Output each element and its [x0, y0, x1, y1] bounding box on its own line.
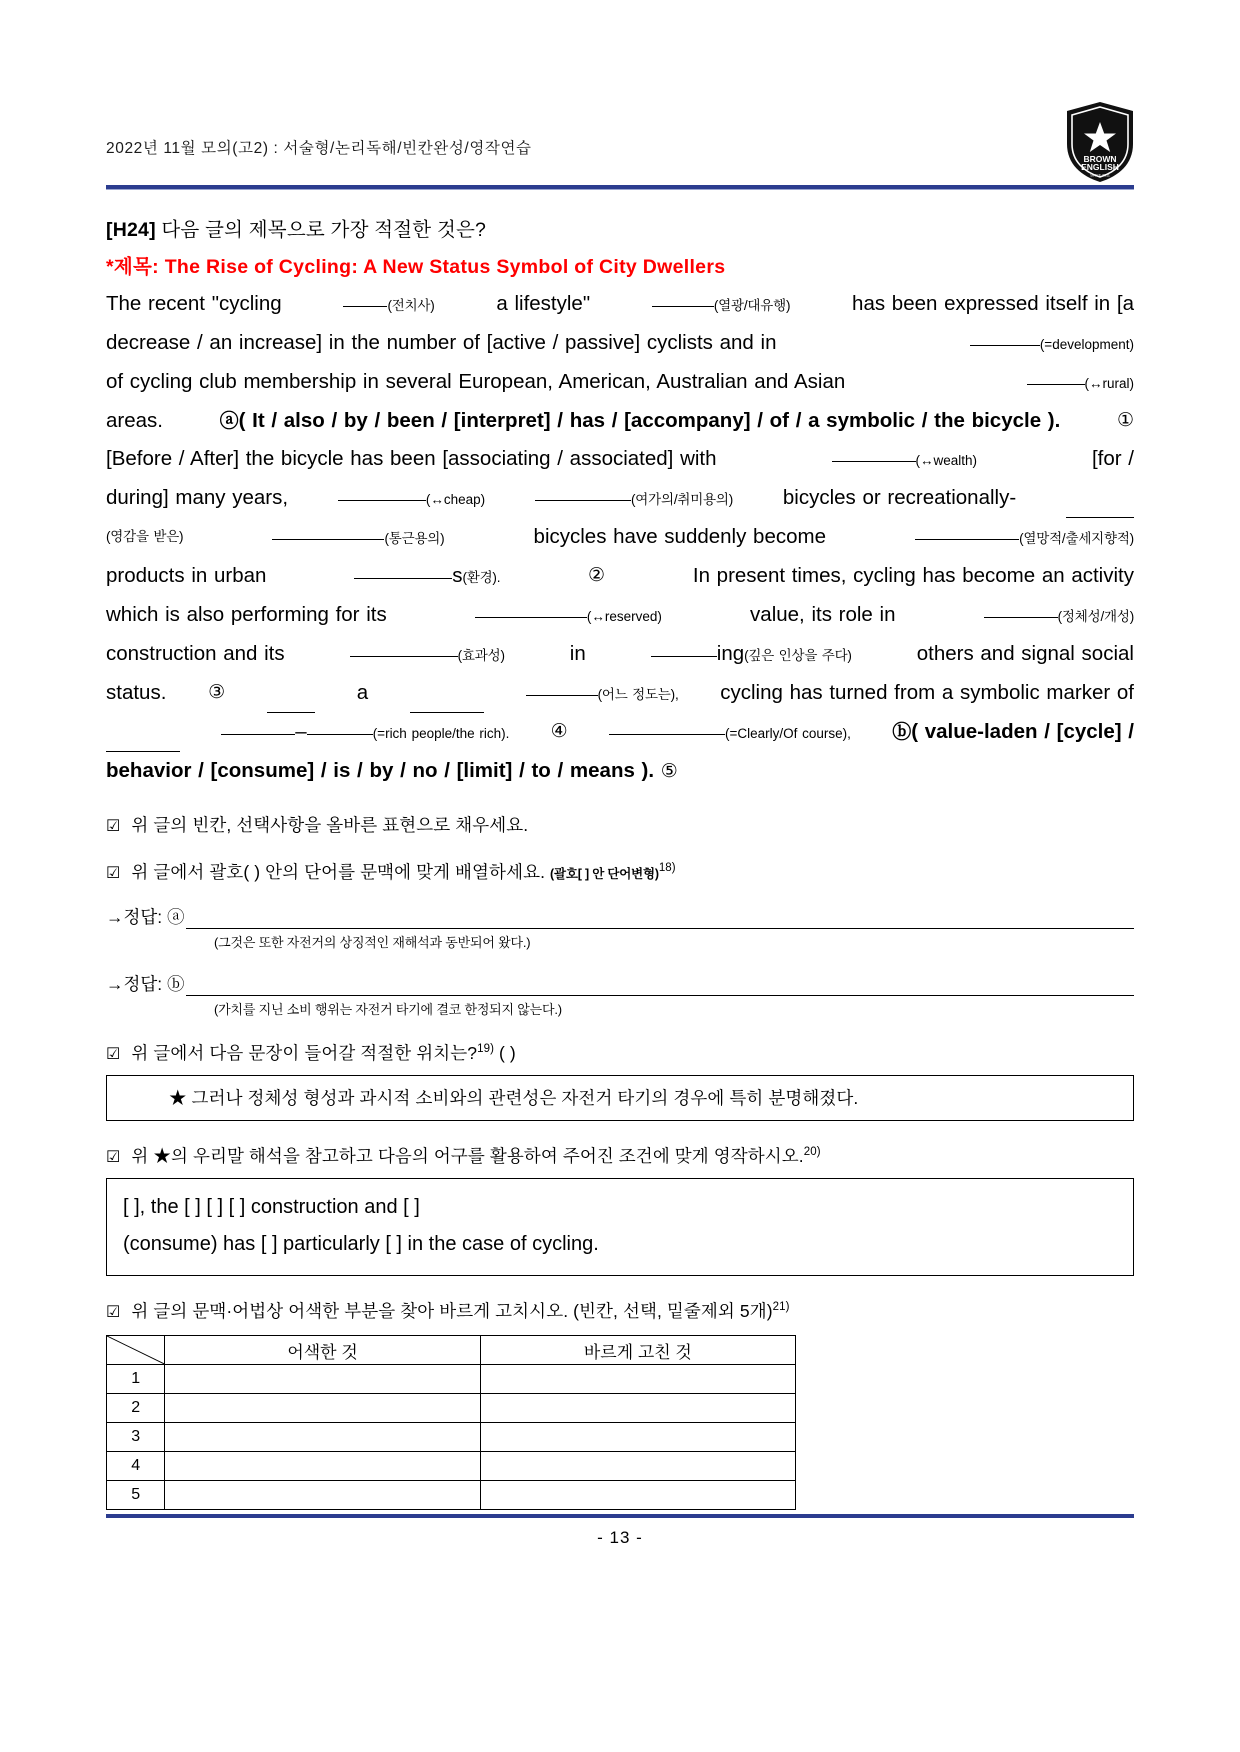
gloss: (통근용의) — [384, 531, 445, 546]
question-prompt: 다음 글의 제목으로 가장 적절한 것은? — [161, 219, 487, 241]
cell-awkward[interactable] — [165, 1423, 480, 1452]
footnote-marker: 21) — [772, 1301, 790, 1313]
gloss: (↔wealth) — [915, 453, 978, 468]
passage-title-label: *제목: — [106, 256, 159, 278]
column-header-corrected: 바르게 고친 것 — [480, 1336, 795, 1365]
task-1-label: 위 글의 빈칸, 선택사항을 올바른 표현으로 채우세요. — [131, 815, 529, 835]
cell-corrected[interactable] — [480, 1394, 795, 1423]
worksheet-content — [106, 214, 1134, 1510]
task-4-label: 위 ★의 우리말 해석을 참고하고 다음의 어구를 활용하여 주어진 조건에 맞게 영작하시오. — [131, 1146, 804, 1166]
star-sentence: ★ 그러나 정체성 형성과 과시적 소비와의 관련성은 자전거 타기의 경우에 특히 분명해졌다. — [169, 1088, 859, 1108]
footnote-marker: 18) — [658, 862, 676, 874]
task-2-note: (괄호[ ] 안 단어변형) — [550, 867, 659, 881]
task-2 — [106, 859, 1134, 884]
answer-a-label: →정답: ⓐ — [106, 907, 185, 927]
header-title: 2022년 11월 모의(고2) : 서술형/논리독해/빈칸완성/영작연습 — [106, 140, 532, 157]
answer-a-input[interactable] — [186, 911, 1134, 929]
passage-line-5 — [106, 440, 1134, 479]
passage-text: ing — [716, 642, 745, 665]
position-marker-5: ⑤ — [660, 761, 678, 782]
table-row — [107, 1423, 796, 1452]
cell-awkward[interactable] — [165, 1481, 480, 1510]
passage-text: has been expressed itself in [a — [852, 292, 1134, 315]
passage-text: in — [569, 642, 586, 665]
svg-text:ENGLISH: ENGLISH — [1081, 162, 1119, 172]
passage-body — [106, 285, 1134, 790]
passage-line-12 — [106, 713, 1134, 752]
passage-line-8 — [106, 557, 1134, 596]
passage-text: The recent "cycling — [106, 292, 282, 315]
passage-text: value, its role in — [750, 603, 896, 626]
task-4 — [106, 1143, 1134, 1168]
marker-a: ⓐ — [219, 411, 239, 432]
gloss: (정체성/개성) — [1057, 609, 1134, 624]
gloss: (↔cheap) — [425, 492, 486, 507]
passage-text: products in urban — [106, 564, 267, 587]
row-number: 1 — [107, 1365, 165, 1394]
checkbox-icon[interactable]: ☑ — [106, 1149, 121, 1166]
composition-box[interactable] — [106, 1178, 1134, 1276]
passage-text: construction and its — [106, 642, 285, 665]
answer-row-b — [106, 971, 1134, 996]
composition-line-2: (consume) has [ ] particularly [ ] in the case of cycling. — [123, 1233, 599, 1255]
question-number: [H24] — [106, 219, 156, 241]
passage-line-9 — [106, 596, 1134, 635]
gloss: (영감을 받은) — [106, 529, 184, 544]
checkbox-icon[interactable]: ☑ — [106, 1046, 121, 1063]
row-number: 2 — [107, 1394, 165, 1423]
passage-line-4 — [106, 402, 1134, 440]
passage-title — [106, 251, 1134, 279]
passage-text: a — [356, 681, 369, 704]
footnote-marker: 19) — [477, 1043, 495, 1055]
brown-english-logo — [1064, 100, 1136, 184]
svg-text:SINCE 2011: SINCE 2011 — [1090, 173, 1110, 178]
cell-corrected[interactable] — [480, 1365, 795, 1394]
passage-text: which is also performing for its — [106, 603, 387, 626]
svg-text:BROWN: BROWN — [1083, 154, 1117, 164]
gloss: (=Clearly/Of course), — [725, 726, 851, 741]
passage-text: ( It / also / by / been / [interpret] / has / [accompany] / of / a symbolic / the bicycle ). — [238, 409, 1061, 432]
passage-text: [Before / After] the bicycle has been [associating / associated] with — [106, 447, 717, 470]
row-number: 5 — [107, 1481, 165, 1510]
column-header-awkward: 어색한 것 — [165, 1336, 480, 1365]
checkbox-icon[interactable]: ☑ — [106, 818, 121, 835]
gloss: (열광/대유행) — [713, 298, 791, 313]
header-divider — [106, 185, 1134, 189]
row-number: 3 — [107, 1423, 165, 1452]
cell-awkward[interactable] — [165, 1452, 480, 1481]
gloss: (환경). — [462, 570, 501, 585]
gloss: (=rich people/the rich). — [372, 726, 510, 741]
position-marker-2: ② — [588, 565, 606, 586]
answer-b-label: →정답: ⓑ — [106, 974, 185, 994]
table-header-row — [107, 1336, 796, 1365]
footnote-marker: 20) — [803, 1146, 821, 1158]
cell-corrected[interactable] — [480, 1423, 795, 1452]
task-3-answer-slot[interactable]: ( ) — [499, 1043, 516, 1063]
gloss: (효과성) — [457, 648, 505, 663]
table-row — [107, 1394, 796, 1423]
cell-awkward[interactable] — [165, 1365, 480, 1394]
checkbox-icon[interactable]: ☑ — [106, 865, 121, 882]
passage-text: a lifestyle" — [496, 292, 591, 315]
answer-b-hint: (가치를 지닌 소비 행위는 자전거 타기에 결코 한정되지 않는다.) — [214, 1002, 562, 1017]
passage-line-7 — [106, 518, 1134, 557]
star-sentence-box — [106, 1075, 1134, 1121]
passage-line-6 — [106, 479, 1134, 518]
marker-b: ⓑ — [892, 722, 912, 743]
table-row — [107, 1452, 796, 1481]
task-5-label: 위 글의 문맥·어법상 어색한 부분을 찾아 바르게 고치시오. (빈칸, 선택, 밑줄제외 5개) — [131, 1301, 773, 1321]
footer-divider — [106, 1514, 1134, 1518]
task-1 — [106, 812, 1134, 837]
page-number: - 13 - — [597, 1528, 643, 1547]
passage-text: of cycling club membership in several European, American, Australian and Asian — [106, 370, 846, 393]
passage-text: [for / — [1091, 447, 1134, 470]
passage-text: bicycles or recreationally- — [782, 486, 1017, 509]
passage-text: areas. — [106, 409, 163, 432]
answer-row-a — [106, 904, 1134, 929]
cell-corrected[interactable] — [480, 1481, 795, 1510]
composition-line-1: [ ], the [ ] [ ] [ ] construction and [ ] — [123, 1196, 420, 1218]
passage-text: ( value-laden / [cycle] / — [911, 720, 1134, 743]
passage-line-2 — [106, 324, 1134, 363]
answer-a-hint: (그것은 또한 자전거의 상징적인 재해석과 동반되어 왔다.) — [214, 935, 531, 950]
gloss: (↔reserved) — [586, 609, 662, 624]
table-row — [107, 1481, 796, 1510]
passage-line-10 — [106, 635, 1134, 674]
gloss: (깊은 인상을 주다) — [744, 648, 852, 663]
passage-text: In present times, cycling has become an activity — [692, 564, 1134, 587]
gloss: (열망적/출세지향적) — [1019, 531, 1134, 546]
passage-text: decrease / an increase] in the number of [active / passive] cyclists and in — [106, 331, 777, 354]
task-3 — [106, 1040, 1134, 1065]
row-number: 4 — [107, 1452, 165, 1481]
gloss: (어느 정도는), — [597, 687, 679, 702]
passage-text: s — [452, 564, 463, 587]
passage-line-13 — [106, 752, 1134, 790]
passage-text: – — [295, 720, 307, 743]
position-marker-1: ① — [1116, 410, 1134, 431]
task-3-label: 위 글에서 다음 문장이 들어갈 적절한 위치는? — [131, 1043, 478, 1063]
cell-corrected[interactable] — [480, 1452, 795, 1481]
gloss: (여가의/취미용의) — [631, 492, 734, 507]
passage-text: status. — [106, 681, 167, 704]
gloss: (전치사) — [387, 298, 435, 313]
passage-title-text: The Rise of Cycling: A New Status Symbol of City Dwellers — [164, 256, 726, 278]
checkbox-icon[interactable]: ☑ — [106, 1304, 121, 1321]
passage-text: bicycles have suddenly become — [533, 525, 826, 548]
passage-line-3 — [106, 363, 1134, 402]
gloss: (↔rural) — [1084, 376, 1134, 391]
task-2-label: 위 글에서 괄호( ) 안의 단어를 문맥에 맞게 배열하세요. — [131, 862, 546, 882]
task-5 — [106, 1298, 1134, 1323]
corrections-table — [106, 1335, 796, 1510]
cell-awkward[interactable] — [165, 1394, 480, 1423]
question-heading — [106, 214, 1134, 242]
passage-text: cycling has turned from a symbolic marker of — [720, 681, 1134, 704]
position-marker-3: ③ — [208, 682, 226, 703]
table-corner-cell — [107, 1336, 165, 1365]
passage-line-11 — [106, 674, 1134, 713]
answer-b-input[interactable] — [186, 978, 1134, 996]
position-marker-4: ④ — [550, 721, 568, 742]
table-row — [107, 1365, 796, 1394]
passage-text: behavior / [consume] / is / by / no / [limit] / to / means ). — [106, 759, 655, 782]
gloss: (=development) — [1039, 337, 1134, 352]
passage-line-1 — [106, 285, 1134, 324]
passage-text: others and signal social — [916, 642, 1134, 665]
passage-text: during] many years, — [106, 486, 289, 509]
